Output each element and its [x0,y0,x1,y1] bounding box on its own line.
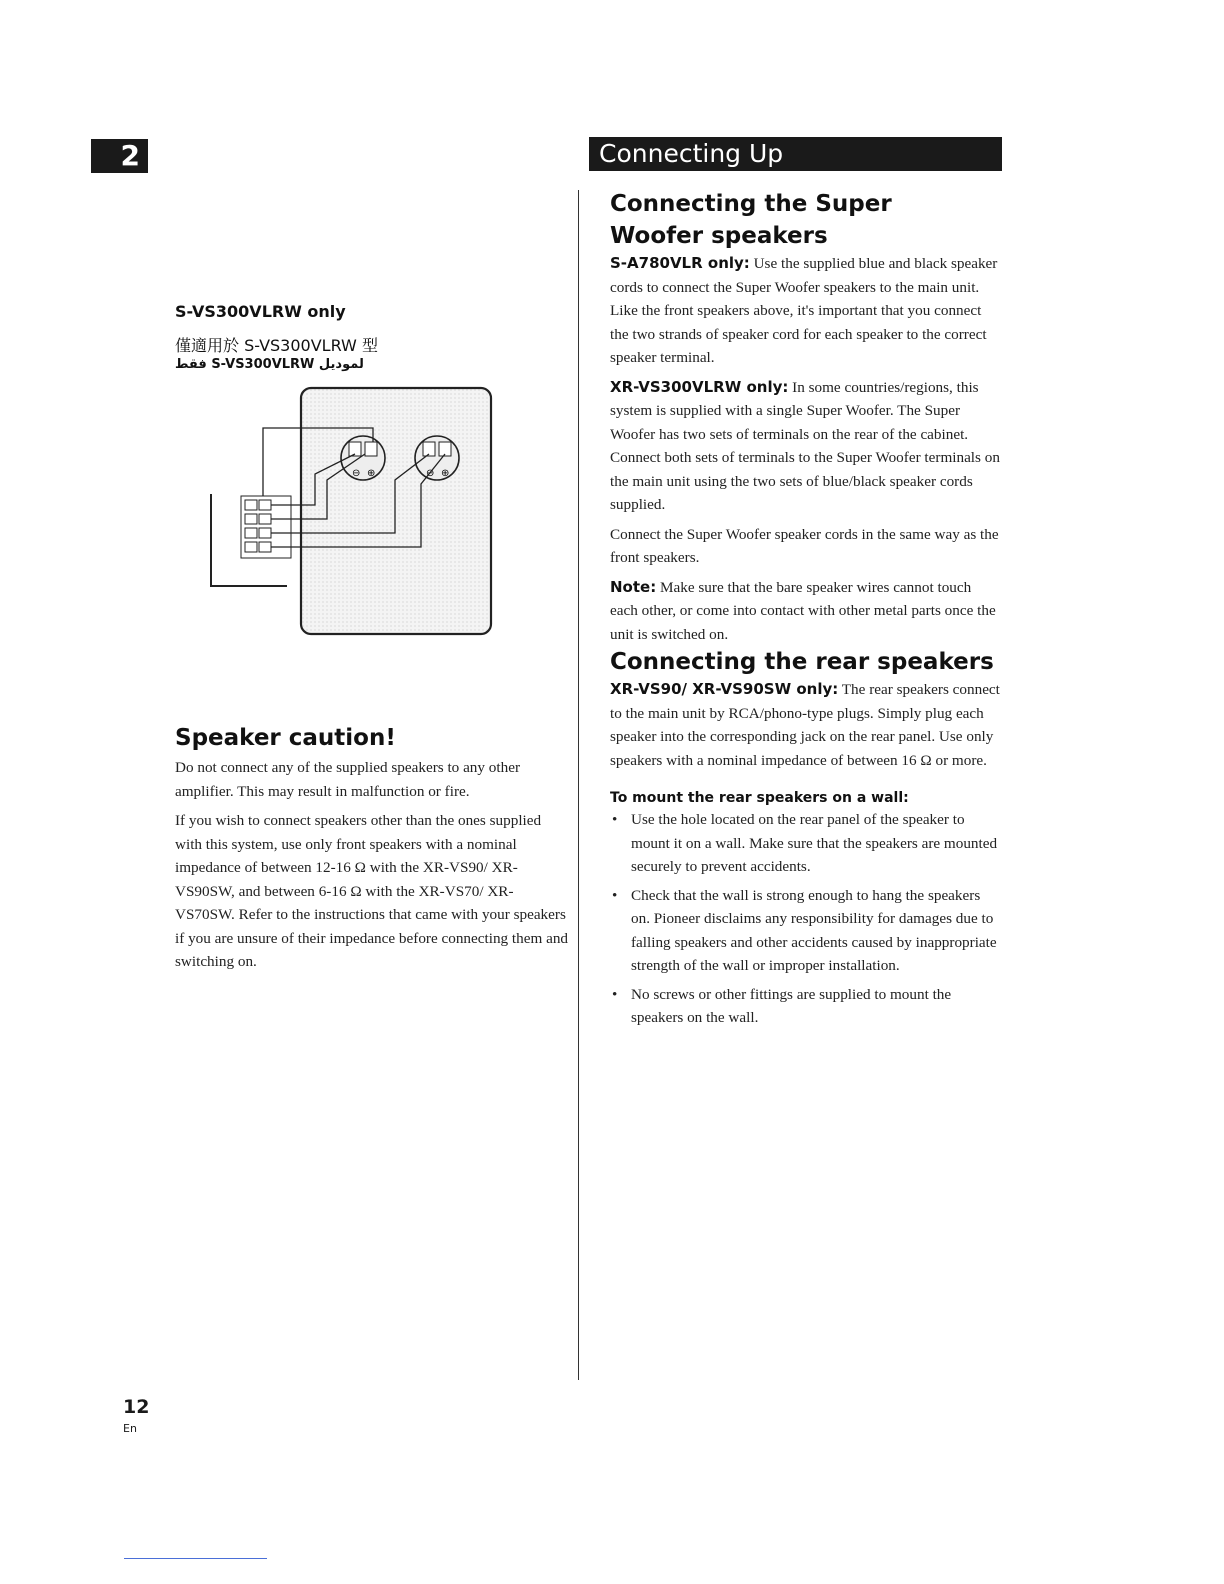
chapter-number-tab: 2 [91,139,148,173]
bullet-icon: • [612,985,618,1003]
wall-mount-subheading: To mount the rear speakers on a wall: [610,790,909,806]
model-label-en: S-VS300VLRW only [175,302,346,321]
model-label-ar: فقط S-VS300VLRW لموديل [175,357,364,372]
woofer-heading: Connecting the Super Woofer speakers [610,191,892,249]
wall-mount-list [610,808,1002,1030]
list-item: • No screws or other fittings are supplied to mount the speakers on the wall. [610,983,1002,1030]
speaker-caution-heading: Speaker caution! [175,725,396,751]
woofer-terminal-right [415,436,459,480]
woofer-p1-lead: S-A780VLR only: [610,254,750,272]
bullet-icon: • [612,886,618,904]
wall-mount-list-wrap [610,808,1002,1035]
super-woofer-cabinet [301,388,491,634]
list-item: • Use the hole located on the rear panel of the speaker to mount it on a wall. Make sure that the speakers are mounted securely to prevent accidents. [610,808,1002,879]
language-code: En [123,1422,137,1435]
model-label-zh: 僅適用於 S-VS300VLRW 型 [175,336,378,355]
woofer-body [610,252,1002,652]
rear-heading: Connecting the rear speakers [610,649,994,675]
svg-text:⊖: ⊖ [352,468,361,479]
column-divider [578,190,579,1380]
caution-paragraph-1: Do not connect any of the supplied speakers to any other amplifier. This may result in malfunction or fire. [175,759,520,800]
woofer-note: Note: Make sure that the bare speaker wires cannot touch each other, or come into contact with other metal parts once the unit is switched on. [610,577,996,643]
woofer-paragraph-1: S-A780VLR only: Use the supplied blue and black speaker cords to connect the Super Woofer speakers to the main unit. Like the front speakers above, it's important that you connect the two strands of speaker cord for each speaker to the correct speaker terminal. [610,254,998,366]
woofer-wiring-diagram [205,384,497,640]
speaker-caution-body [175,756,570,980]
svg-text:⊕: ⊕ [441,468,450,479]
note-lead: Note: [610,577,657,596]
bullet-icon: • [612,811,618,828]
list-item: • Check that the wall is strong enough to hang the speakers on. Pioneer disclaims any responsibility for damages due to falling speakers and other accidents caused by inappropriate strength of the wall or improper installation. [610,884,1002,978]
woofer-paragraph-3: Connect the Super Woofer speaker cords in the same way as the front speakers. [610,525,999,566]
page-number: 12 [123,1396,150,1418]
woofer-paragraph-2: XR-VS300VLRW only: In some countries/regions, this system is supplied with a single Super Woofer. The Super Woofer has two sets of terminals on the rear of the cabinet. Connect both sets of terminals to the Super Woofer terminals on the main unit using the two sets of blue/black speaker cords supplied. [610,377,1000,513]
svg-text:⊕: ⊕ [367,468,376,479]
svg-text:⊖: ⊖ [426,468,435,479]
section-title-bar: Connecting Up [589,137,1002,171]
rear-paragraph-1: XR-VS90/ XR-VS90SW only: The rear speakers connect to the main unit by RCA/phono-type plugs. Simply plug each speaker into the corresponding jack on the rear panel. Use only speakers with a nominal impedance of between 16 Ω or more. [610,680,1000,769]
rear-p1-lead: XR-VS90/ XR-VS90SW only: [610,680,839,698]
woofer-p2-lead: XR-VS300VLRW only: [610,377,789,396]
rear-body [610,678,1002,778]
footer-rule [124,1558,267,1559]
caution-paragraph-2: If you wish to connect speakers other than the ones supplied with this system, use only front speakers with a nominal impedance of between 12-16 Ω with the XR-VS90/ XR-VS90SW, and between 6-16 Ω with the XR-VS70/ XR-VS70SW. Refer to the instructions that came with your speakers if you are unsure of their impedance before connecting them and switching on. [175,812,569,970]
